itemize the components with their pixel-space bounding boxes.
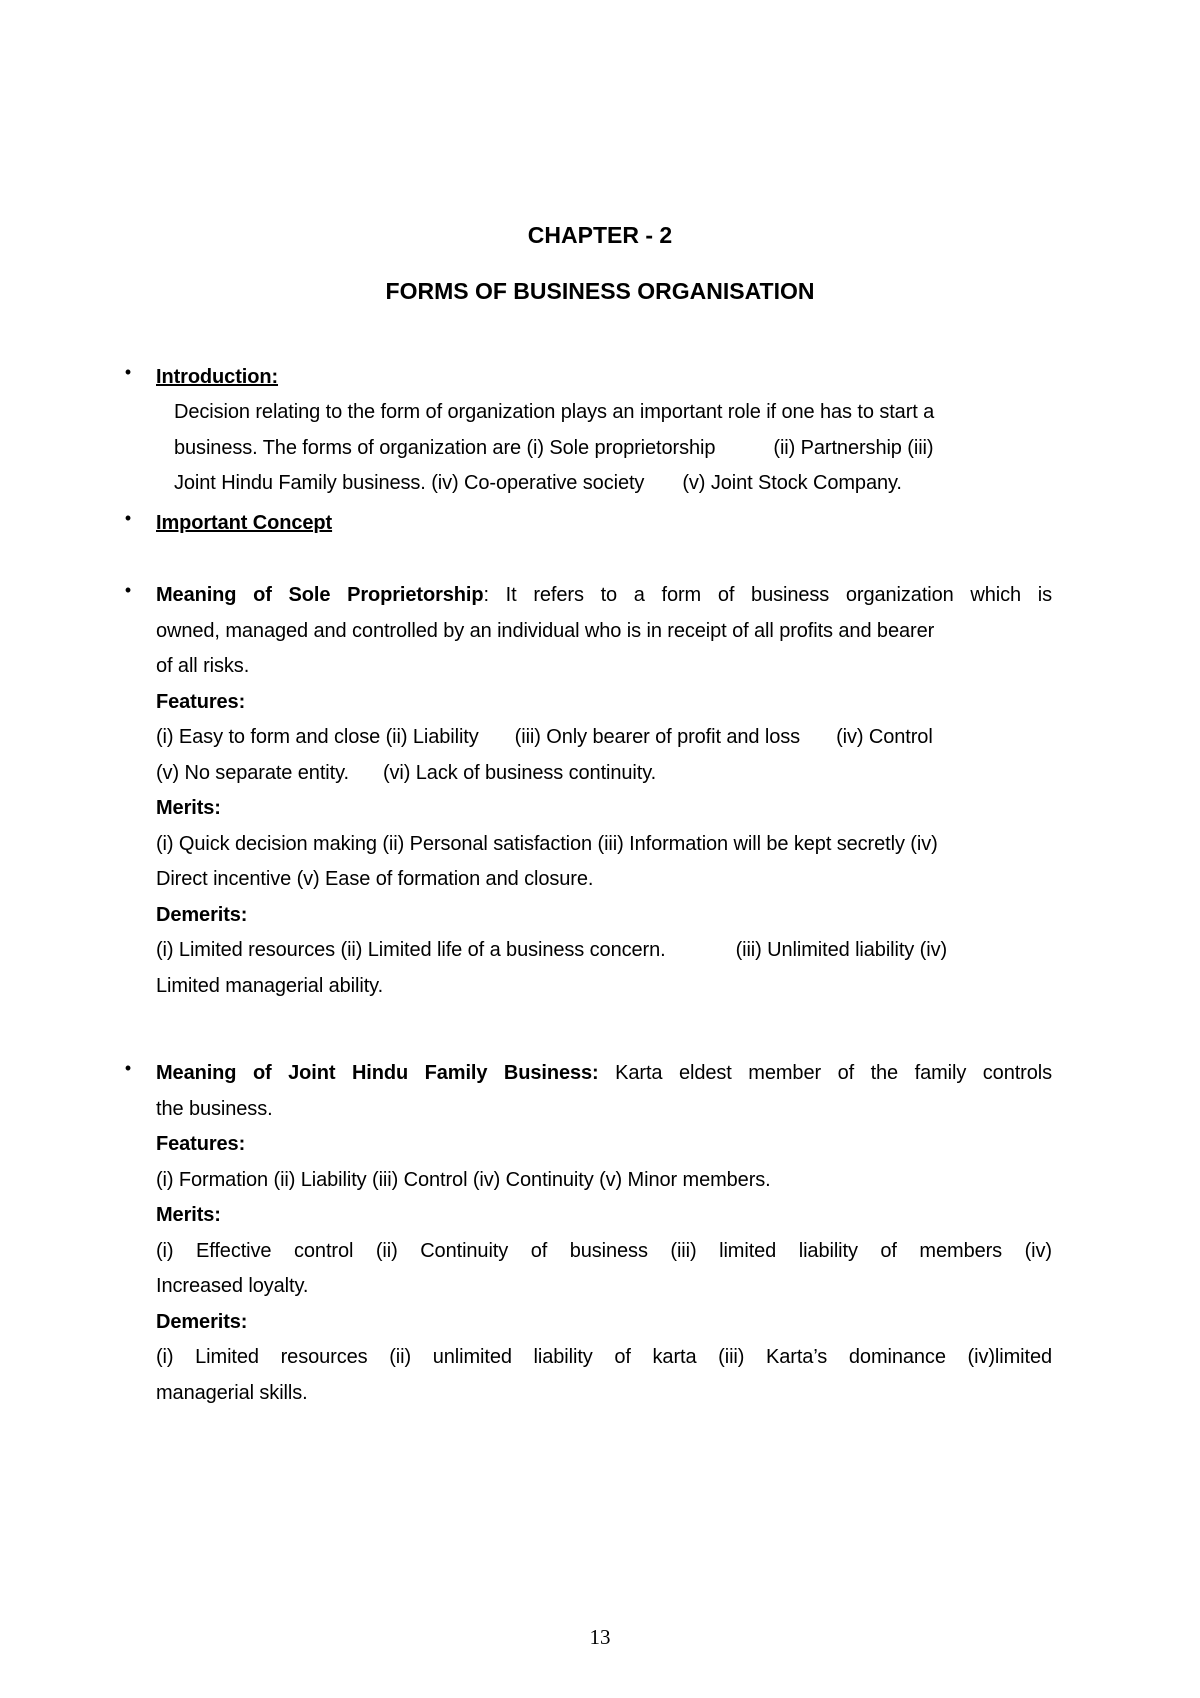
jhf-heading: Meaning of Joint Hindu Family Business: [156, 1062, 599, 1084]
sole-features-label: Features: [156, 690, 246, 713]
intro-line-1: Decision relating to the form of organization plays an important role if one has to start a [174, 401, 935, 423]
sole-merits-line-1: (i) Quick decision making (ii) Personal satisfaction (iii) Information will be kept secretly (iv) [156, 832, 938, 855]
sole-demerits-label: Demerits: [156, 903, 248, 926]
sole-demerits-line-1: (i) Limited resources (ii) Limited life of a business concern. (iii) Unlimited liability (iv) [156, 939, 948, 961]
sole-merits-label: Merits: [156, 797, 221, 819]
sole-features-line-1: (i) Easy to form and close (ii) Liability (iii) Only bearer of profit and loss (iv) Control [156, 726, 933, 748]
jhf-demerits-line-1: (i) Limited resources (ii) unlimited liability of karta (iii) Karta’s dominance (iv)limited [156, 1346, 1052, 1368]
important-concept-block [156, 506, 1052, 542]
chapter-title: CHAPTER - 2 [527, 222, 673, 248]
bullet-introduction: • [124, 362, 132, 382]
intro-line-2: business. The forms of organization are (i) Sole proprietorship (ii) Partnership (iii) [174, 436, 934, 459]
introduction-heading: Introduction: [156, 366, 279, 388]
sole-line-3: of all risks. [156, 655, 250, 677]
introduction-body [174, 395, 1052, 502]
page-number: 13 [589, 1625, 611, 1649]
bullet-sole-proprietorship: • [124, 580, 132, 600]
jhf-line-1: Meaning of Joint Hindu Family Business: Karta eldest member of the family controls [156, 1062, 1053, 1084]
jhf-demerits-line-2: managerial skills. [156, 1381, 308, 1404]
sole-proprietorship-section [156, 578, 1052, 1004]
sole-demerits-line-2: Limited managerial ability. [156, 974, 384, 997]
jhf-merits-line-1: (i) Effective control (ii) Continuity of business (iii) limited liability of members (iv) [156, 1239, 1052, 1262]
jhf-demerits-label: Demerits: [156, 1310, 248, 1333]
main-title: FORMS OF BUSINESS ORGANISATION [385, 278, 815, 304]
jhf-line-2: the business. [156, 1097, 273, 1120]
bullet-joint-hindu-family: • [124, 1058, 132, 1078]
sole-line-2: owned, managed and controlled by an individual who is in receipt of all profits and bearer [156, 619, 935, 642]
jhf-features-label: Features: [156, 1133, 246, 1155]
sole-merits-line-2: Direct incentive (v) Ease of formation and closure. [156, 868, 594, 890]
introduction-heading-block [156, 360, 1052, 396]
jhf-merits-line-2: Increased loyalty. [156, 1275, 309, 1297]
intro-line-3: Joint Hindu Family business. (iv) Co-operative society (v) Joint Stock Company. [174, 472, 902, 494]
sole-line-1: Meaning of Sole Proprietorship: It refers to a form of business organization which is [156, 584, 1052, 606]
joint-hindu-family-section [156, 1056, 1052, 1411]
sole-heading: Meaning of Sole Proprietorship [156, 584, 484, 606]
bullet-important-concept: • [124, 508, 132, 528]
jhf-merits-label: Merits: [156, 1204, 221, 1226]
sole-features-line-2: (v) No separate entity. (vi) Lack of business continuity. [156, 761, 657, 784]
important-concept-heading: Important Concept [156, 512, 333, 534]
jhf-features-line-1: (i) Formation (ii) Liability (iii) Control (iv) Continuity (v) Minor members. [156, 1168, 771, 1191]
